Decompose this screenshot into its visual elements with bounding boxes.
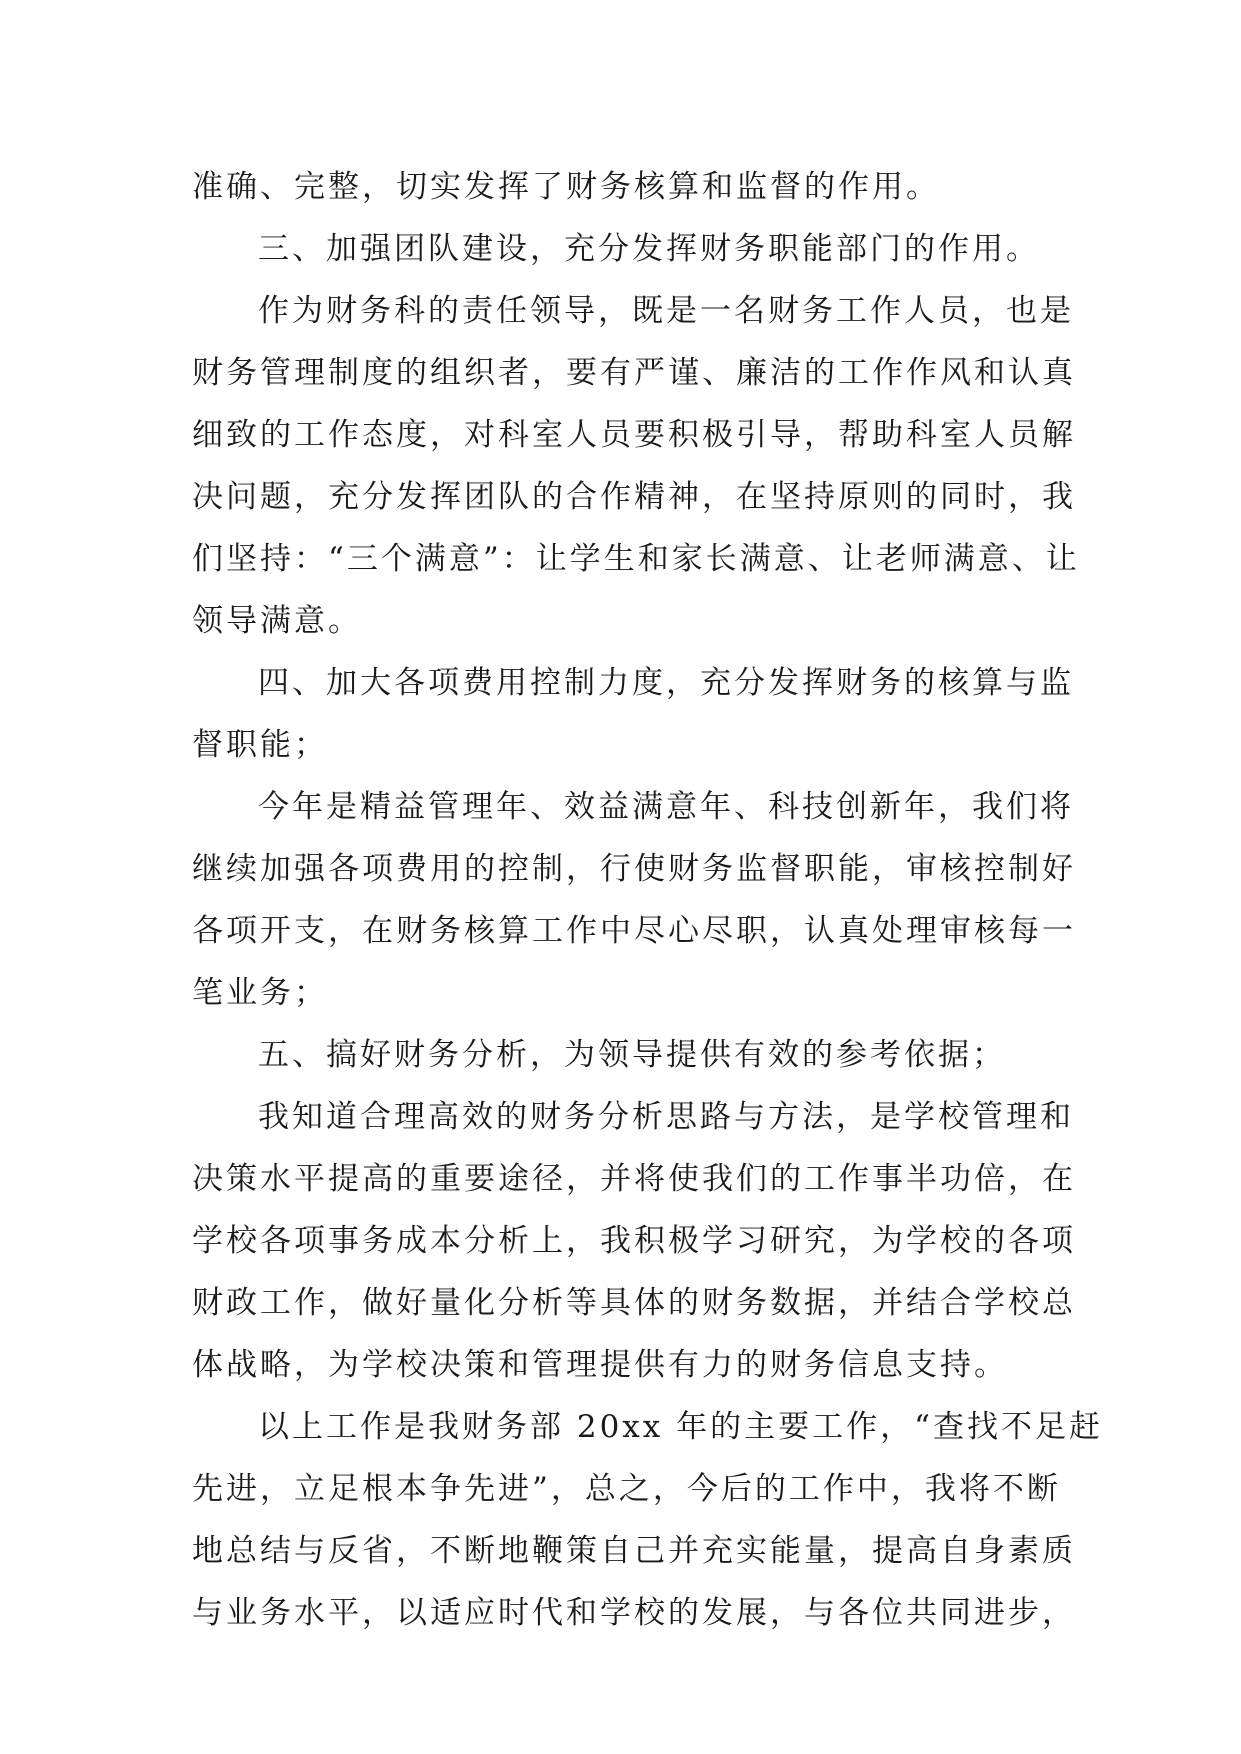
text-line: 财务管理制度的组织者，要有严谨、廉洁的工作作风和认真: [192, 355, 1076, 391]
text-line: 先进，立足根本争先进”，总之，今后的工作中，我将不断: [192, 1471, 1061, 1507]
text-line: 决问题，充分发挥团队的合作精神，在坚持原则的同时，我: [192, 479, 1076, 515]
text-line: 财政工作，做好量化分析等具体的财务数据，并结合学校总: [192, 1285, 1076, 1321]
text-line: 各项开支，在财务核算工作中尽心尽职，认真处理审核每一: [192, 913, 1076, 949]
text-line: 领导满意。: [192, 603, 362, 639]
document-body: [192, 156, 1103, 1644]
text-line: 以上工作是我财务部 20xx 年的主要工作，“查找不足赶: [258, 1409, 1103, 1445]
section-heading: 五、搞好财务分析，为领导提供有效的参考依据；: [258, 1037, 1006, 1073]
text-line: 学校各项事务成本分析上，我积极学习研究，为学校的各项: [192, 1223, 1076, 1259]
text-line: 今年是精益管理年、效益满意年、科技创新年，我们将: [258, 789, 1074, 825]
text-line: 继续加强各项费用的控制，行使财务监督职能，审核控制好: [192, 851, 1076, 887]
text-line: 作为财务科的责任领导，既是一名财务工作人员，也是: [258, 293, 1074, 329]
text-line: 细致的工作态度，对科室人员要积极引导，帮助科室人员解: [192, 417, 1076, 453]
text-line: 们坚持：“三个满意”：让学生和家长满意、让老师满意、让: [192, 541, 1080, 577]
text-line: 我知道合理高效的财务分析思路与方法，是学校管理和: [258, 1099, 1074, 1135]
text-line: 与业务水平，以适应时代和学校的发展，与各位共同进步，: [192, 1595, 1076, 1631]
text-line: 体战略，为学校决策和管理提供有力的财务信息支持。: [192, 1347, 1008, 1383]
text-line: 笔业务；: [192, 975, 328, 1011]
text-line: 准确、完整，切实发挥了财务核算和监督的作用。: [192, 169, 940, 205]
text-line: 决策水平提高的重要途径，并将使我们的工作事半功倍，在: [192, 1161, 1076, 1197]
section-heading: 四、加大各项费用控制力度，充分发挥财务的核算与监: [258, 665, 1074, 701]
text-line: 地总结与反省，不断地鞭策自己并充实能量，提高自身素质: [192, 1533, 1076, 1569]
text-line: 督职能；: [192, 727, 328, 763]
section-heading: 三、加强团队建设，充分发挥财务职能部门的作用。: [258, 231, 1040, 267]
